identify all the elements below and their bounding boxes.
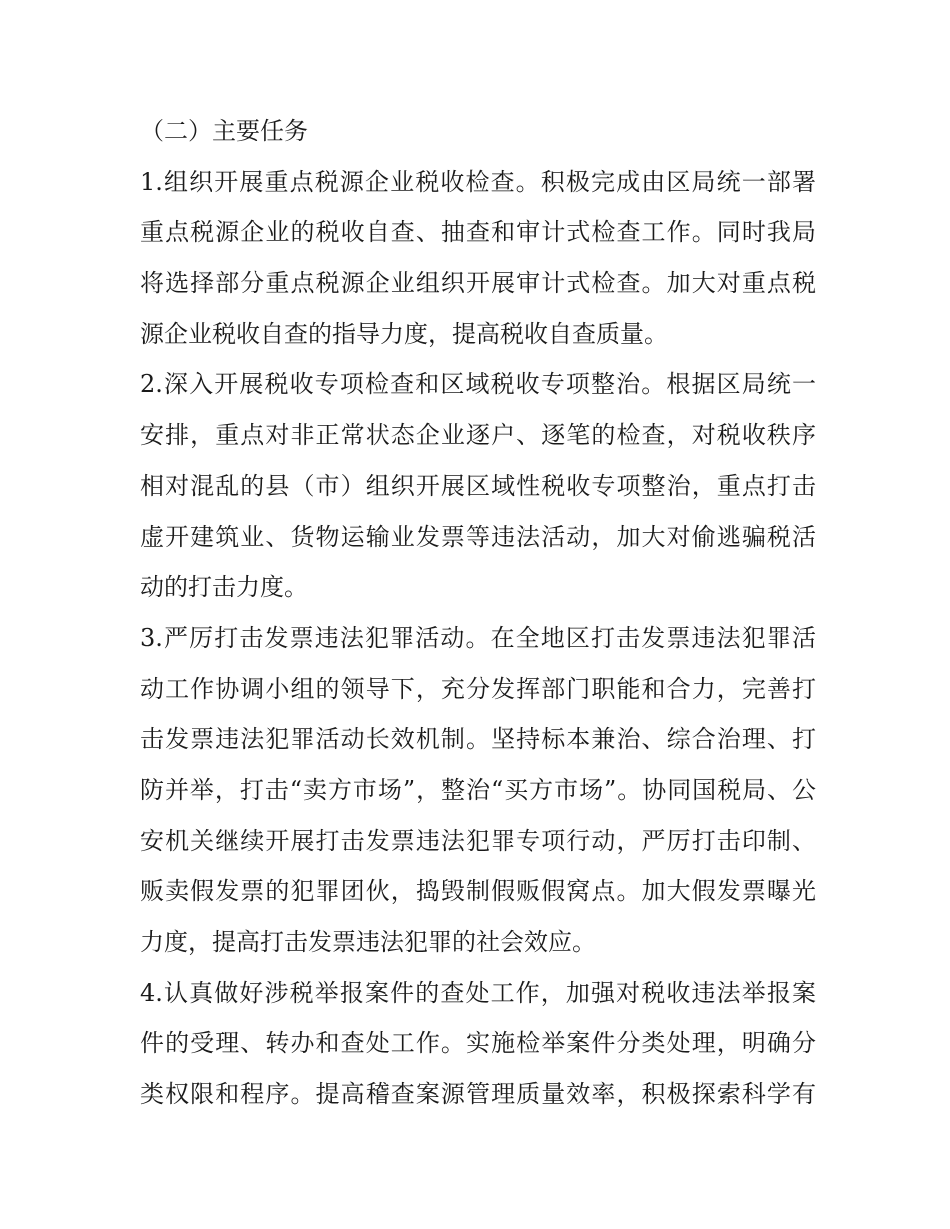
text-line: 动的打击力度。 xyxy=(140,573,308,602)
text-line-task-1: 1.组织开展重点税源企业税收检查。积极完成由区局统一部署 xyxy=(140,167,816,196)
section-heading: （二）主要任务 xyxy=(140,117,308,145)
text-line: 重点税源企业的税收自查、抽查和审计式检查工作。同时我局 xyxy=(140,218,816,247)
text-line: 虚开建筑业、货物运输业发票等违法活动，加大对偷逃骗税活 xyxy=(140,522,816,551)
text-line: 将选择部分重点税源企业组织开展审计式检查。加大对重点税 xyxy=(140,269,816,298)
text-line: 力度，提高打击发票违法犯罪的社会效应。 xyxy=(140,928,596,956)
text-line-task-3: 3.严厉打击发票违法犯罪活动。在全地区打击发票违法犯罪活 xyxy=(140,623,816,652)
text-line: 件的受理、转办和查处工作。实施检举案件分类处理，明确分 xyxy=(140,1029,816,1058)
text-line: 贩卖假发票的犯罪团伙，捣毁制假贩假窝点。加大假发票曝光 xyxy=(140,877,816,906)
text-line: 安排，重点对非正常状态企业逐户、逐笔的检查，对税收秩序 xyxy=(140,421,816,450)
text-line: 防并举，打击“卖方市场”，整治“买方市场”。协同国税局、公 xyxy=(140,775,816,804)
text-line-task-2: 2.深入开展税收专项检查和区域税收专项整治。根据区局统一 xyxy=(140,370,816,399)
document-page xyxy=(140,106,816,1120)
text-line: 动工作协调小组的领导下，充分发挥部门职能和合力，完善打 xyxy=(140,674,816,703)
text-line: 源企业税收自查的指导力度，提高税收自查质量。 xyxy=(140,319,668,348)
text-line: 相对混乱的县（市）组织开展区域性税收专项整治，重点打击 xyxy=(140,471,816,500)
text-line-task-4: 4.认真做好涉税举报案件的查处工作，加强对税收违法举报案 xyxy=(140,978,816,1007)
text-line: 安机关继续开展打击发票违法犯罪专项行动，严厉打击印制、 xyxy=(140,826,816,855)
text-line: 击发票违法犯罪活动长效机制。坚持标本兼治、综合治理、打 xyxy=(140,725,816,754)
text-line: 类权限和程序。提高稽查案源管理质量效率，积极探索科学有 xyxy=(140,1080,816,1109)
